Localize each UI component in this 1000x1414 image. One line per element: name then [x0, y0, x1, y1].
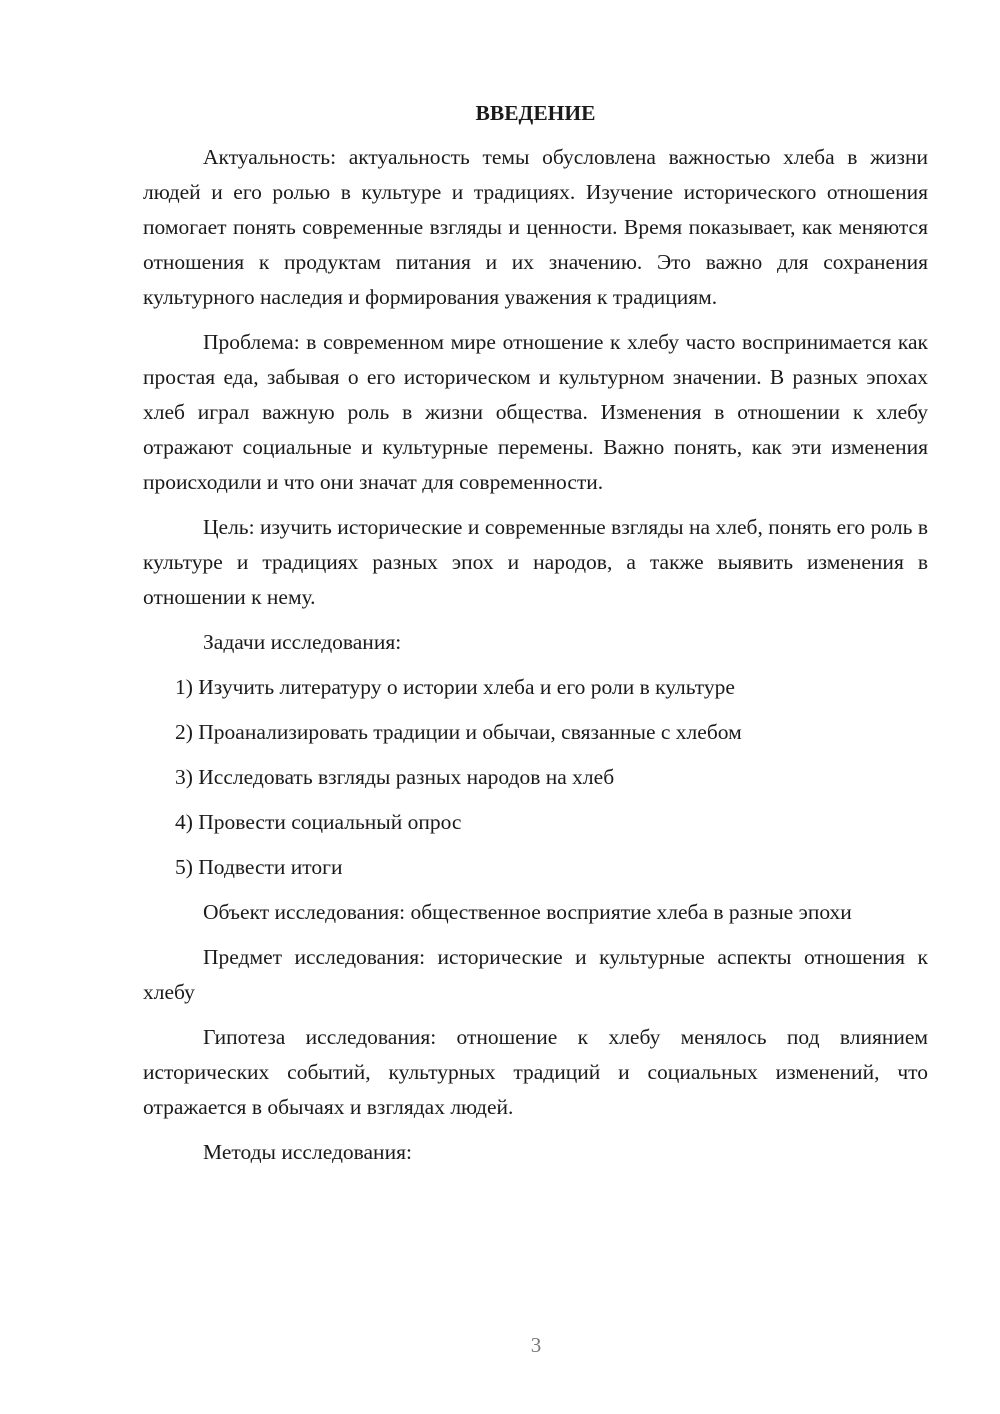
page-number: 3 — [530, 1333, 542, 1357]
tasks-list — [143, 670, 928, 885]
page-content — [143, 96, 928, 1180]
task-item: 1) Изучить литературу о истории хлеба и его роли в культуре — [175, 675, 735, 699]
relevance-paragraph: Актуальность: актуальность темы обусловлена важностью хлеба в жизни людей и его ролью в культуре и традициях. Изучение исторического отношения помогает понять современные взгляды и ценности. Время показывает, как меняются отношения к продуктам питания и их значению. Это важно для сохранения культурного наследия и формирования уважения к традициям. — [143, 145, 928, 309]
page-title: ВВЕДЕНИЕ — [475, 101, 596, 125]
task-item: 4) Провести социальный опрос — [175, 810, 462, 834]
problem-paragraph: Проблема: в современном мире отношение к хлебу часто воспринимается как простая еда, забывая о его историческом и культурном значении. В разных эпохах хлеб играл важную роль в жизни общества. Изменения в отношении к хлебу отражают социальные и культурные перемены. Важно понять, как эти изменения происходили и что они значат для современности. — [143, 330, 928, 494]
task-item: 2) Проанализировать традиции и обычаи, связанные с хлебом — [175, 720, 742, 744]
hypothesis-paragraph: Гипотеза исследования: отношение к хлебу менялось под влиянием исторических событий, культурных традиций и социальных изменений, что отражается в обычаях и взглядах людей. — [143, 1025, 928, 1119]
tasks-heading: Задачи исследования: — [203, 630, 402, 654]
methods-heading: Методы исследования: — [203, 1140, 412, 1164]
goal-paragraph: Цель: изучить исторические и современные взгляды на хлеб, понять его роль в культуре и традициях разных эпох и народов, а также выявить изменения в отношении к нему. — [143, 515, 928, 609]
subject-paragraph: Предмет исследования: исторические и культурные аспекты отношения к хлебу — [143, 945, 928, 1004]
object-paragraph: Объект исследования: общественное восприятие хлеба в разные эпохи — [203, 900, 852, 924]
task-item: 3) Исследовать взгляды разных народов на хлеб — [175, 765, 615, 789]
task-item: 5) Подвести итоги — [175, 855, 343, 879]
